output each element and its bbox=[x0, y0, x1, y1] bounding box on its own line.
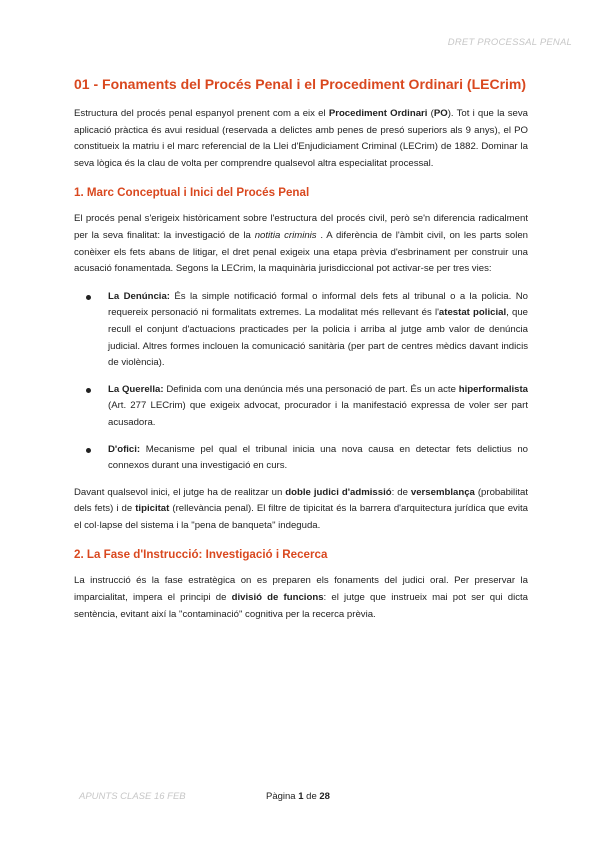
section-1-paragraph: El procés penal s'erigeix històricament sobre l'estructura del procés civil, però se'n diferencia radicalment per la seva finalitat: la investigació de la notitia criminis . A diferència de l'àmbit civil, on les parts solen conèixer els fets abans de litigar, el dret penal exigeix una etapa prèvia d'esbrinament per construir una acusació fonamentada. Segons la LECrim, la maquinària jurisdiccional pot activar-se per tres vies: bbox=[74, 213, 528, 275]
document-body bbox=[74, 75, 528, 623]
intro-paragraph: Estructura del procés penal espanyol prenent com a eix el Procediment Ordinari (PO). Tot i que la seva aplicació pràctica és avui residual (reservada a delictes amb penes de presó superiors als 9 anys), el PO constitueix la matriu i el marc referencial de la Llei d'Enjudiciament Criminal (LECrim) de 1882. Dominar la seva lògica és la clau de volta per comprendre qualsevol altra especialitat processal. bbox=[74, 108, 528, 169]
running-header: DRET PROCESSAL PENAL bbox=[447, 37, 572, 48]
footer-note: APUNTS CLASE 16 FEB bbox=[79, 791, 186, 802]
list-item-denuncia: La Denúncia: És la simple notificació formal o informal dels fets al tribunal o a la policia. No requereix personació ni formalitats extremes. La modalitat més rellevant és l'atestat policial, que recull el conjunt d'actuacions practicades per la policia i arriba al jutge amb valor de denúncia judicial. Altres formes inclouen la comunicació sanitària (per part de centres mèdics davant indicis de violència). bbox=[74, 289, 528, 372]
admission-paragraph: Davant qualsevol inici, el jutge ha de realitzar un doble judici d'admissió: de versemblança (probabilitat dels fets) i de tipicitat (rellevància penal). El filtre de tipicitat és la barrera d'arquitectura jurídica que evita el col·lapse del sistema i la "pena de banqueta" indeguda. bbox=[74, 486, 528, 531]
page-number: Pàgina 1 de 28 bbox=[266, 791, 330, 802]
bullet-icon bbox=[86, 295, 91, 300]
list-item-dofici: D'ofici: Mecanisme pel qual el tribunal inicia una nova causa en detectar fets delictius no connexos durant una investigació en curs. bbox=[74, 442, 528, 475]
initiation-ways-list bbox=[74, 289, 528, 475]
list-item-querella: La Querella: Definida com una denúncia més una personació de part. És un acte hiperformalista (Art. 277 LECrim) que exigeix advocat, procurador i la manifestació expressa de voler ser part acusadora. bbox=[74, 382, 528, 432]
section-1-heading: 1. Marc Conceptual i Inici del Procés Penal bbox=[74, 186, 310, 200]
bullet-icon bbox=[86, 388, 91, 393]
bullet-icon bbox=[86, 448, 91, 453]
section-2-paragraph: La instrucció és la fase estratègica on es preparen els fonaments del judici oral. Per preservar la imparcialitat, impera el principi de divisió de funcions: el jutge que instrueix mai pot ser qui dicta sentència, evitant així la "contaminació" cognitiva per la recerca prèvia. bbox=[74, 575, 528, 620]
document-title: 01 - Fonaments del Procés Penal i el Procediment Ordinari (LECrim) bbox=[74, 76, 527, 92]
section-2-heading: 2. La Fase d'Instrucció: Investigació i Recerca bbox=[74, 548, 328, 562]
